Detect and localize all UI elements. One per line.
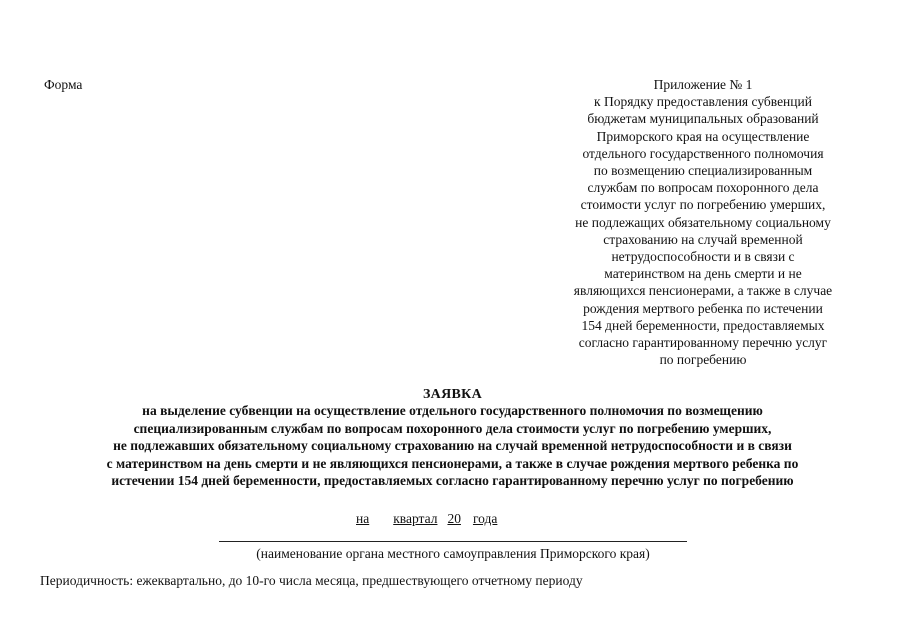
appendix-line: материнством на день смерти и не — [604, 266, 802, 282]
period-na: на — [356, 511, 370, 526]
appendix-line: по возмещению специализированным — [593, 163, 813, 179]
periodicity-text: Периодичность: ежеквартально, до 10-го числа месяца, предшествующего отчетному периоду — [40, 573, 583, 588]
document-title: ЗАЯВКА — [422, 387, 482, 402]
subject-line: специализированным службам по вопросам похоронного дела стоимости услуг по погребению умерших, — [133, 420, 772, 436]
org-name-underline — [219, 541, 687, 542]
appendix-line: стоимости услуг по погребению умерших, — [580, 197, 826, 213]
appendix-line: страхованию на случай временной — [603, 231, 803, 247]
subject-line: истечении 154 дней беременности, предоставляемых согласно гарантированному перечню услуг по погребению — [111, 473, 794, 489]
appendix-line: являющихся пенсионерами, а также в случае — [573, 283, 833, 299]
appendix-line: 154 дней беременности, предоставляемых — [581, 317, 825, 333]
period-quarter: квартал — [393, 511, 438, 526]
appendix-line: отдельного государственного полномочия — [582, 145, 824, 161]
appendix-block — [538, 76, 868, 368]
appendix-line: согласно гарантированному перечню услуг — [578, 335, 828, 351]
subject-line: не подлежавших обязательному социальному страхованию на случай временной нетрудоспособности и в связи — [113, 438, 792, 454]
appendix-line: не подлежащих обязательному социальному — [575, 214, 831, 230]
subject-line: с материнством на день смерти и не являющихся пенсионерами, а также в случае рождения мертвого ребенка по — [106, 455, 799, 471]
appendix-line: Приложение № 1 — [653, 77, 753, 92]
reporting-period — [356, 510, 497, 527]
subject-line: на выделение субвенции на осуществление отдельного государственного полномочия по возмещению — [142, 403, 763, 418]
appendix-line: Приморского края на осуществление — [596, 128, 810, 144]
period-year: 20 — [447, 511, 461, 526]
appendix-line: по погребению — [659, 352, 747, 368]
document-subject — [20, 402, 885, 490]
appendix-line: службам по вопросам похоронного дела — [587, 180, 819, 196]
appendix-line: к Порядку предоставления субвенций — [594, 94, 812, 110]
appendix-line: бюджетам муниципальных образований — [587, 111, 819, 127]
org-name-caption: (наименование органа местного самоуправления Приморского края) — [256, 546, 650, 561]
appendix-line: рождения мертвого ребенка по истечении — [583, 300, 823, 316]
form-label: Форма — [44, 77, 83, 92]
appendix-line: нетрудоспособности и в связи с — [611, 249, 795, 265]
period-goda: года — [472, 511, 498, 526]
